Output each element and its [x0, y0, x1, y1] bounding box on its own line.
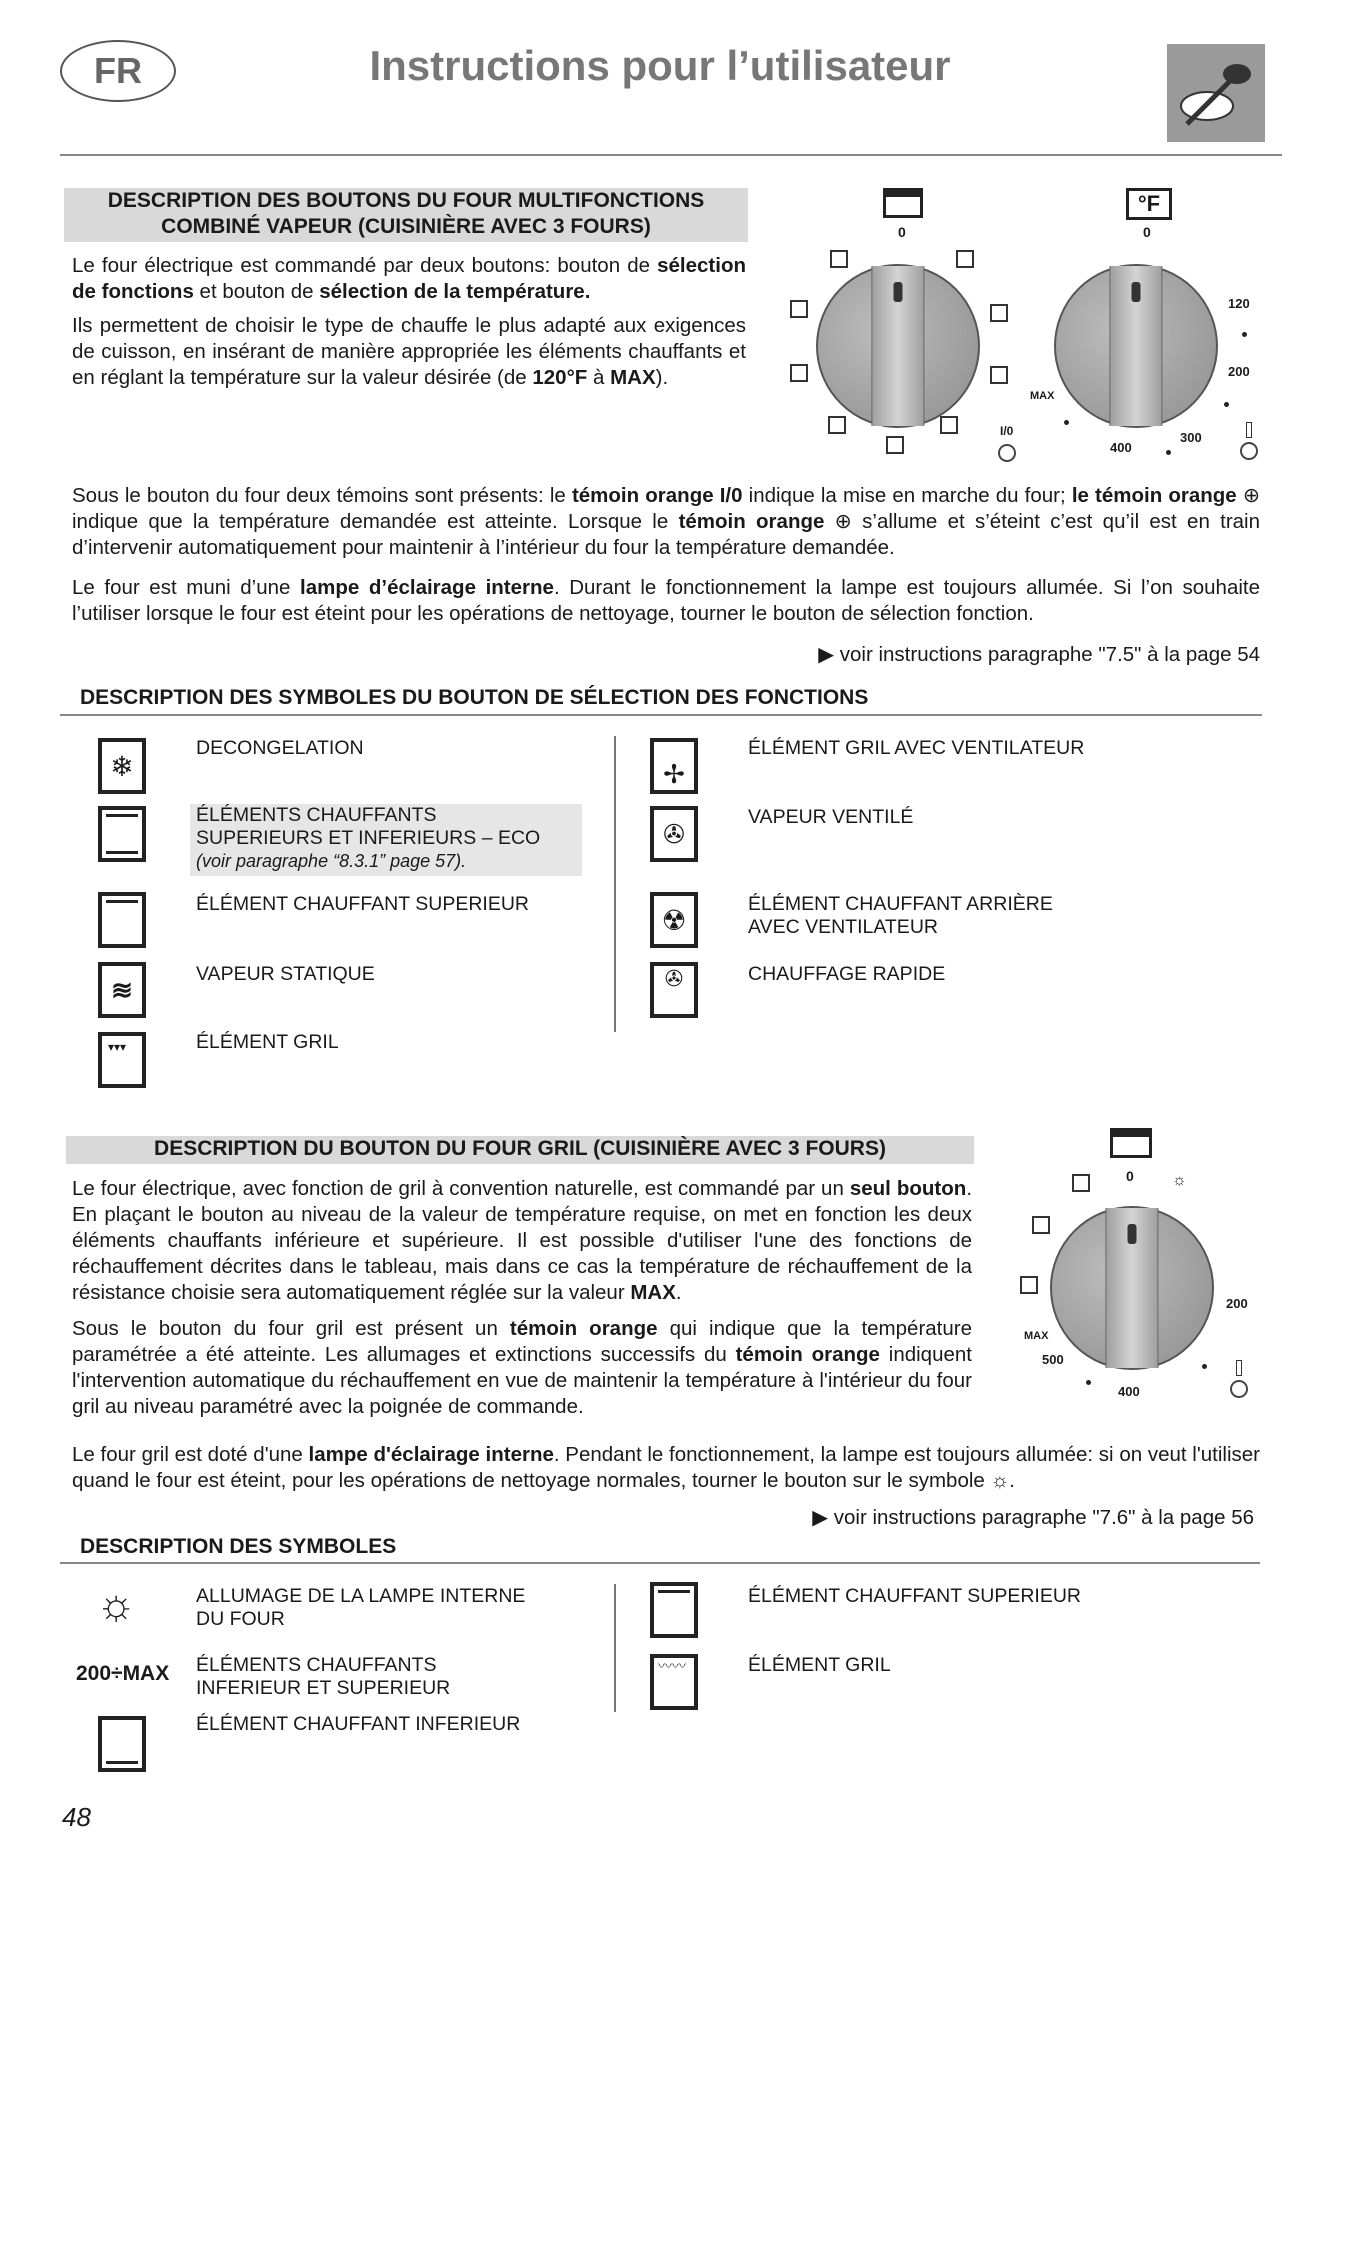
- grill-paragraph-2: Sous le bouton du four gril est présent un témoin orange qui indique que la température paramétrée a été atteinte. Les allumages et extinctions successifs du témoin orange indiquent l'intervention automatique du réchauffement en vue de maintenir la température à l'intérieur du four gril au niveau paramétré avec la poignée de commande.: [72, 1317, 972, 1418]
- tick-dot: [1224, 402, 1229, 407]
- section-title-function-symbols: DESCRIPTION DES SYMBOLES DU BOUTON DE SÉLECTION DES FONCTIONS: [80, 686, 869, 709]
- tick-dot: [1166, 450, 1171, 455]
- see-instructions-link-76[interactable]: ▶ voir instructions paragraphe "7.6" à la page 56: [812, 1506, 1254, 1529]
- language-badge: FR: [60, 40, 176, 102]
- intro-paragraph: Le four électrique est commandé par deux boutons: bouton de sélection de fonctions et bouton de sélection de la température.: [72, 254, 746, 303]
- temp-400-label: 400: [1110, 440, 1132, 455]
- top-element-mini-icon: [1032, 1216, 1050, 1234]
- defrost-mini-icon: [830, 250, 848, 268]
- rapid-heat-mini-icon: [828, 416, 846, 434]
- grill-max-label: MAX: [1024, 1330, 1049, 1342]
- knob-zero-label: 0: [898, 224, 906, 240]
- symbol-label: DECONGELATION: [196, 737, 364, 759]
- symbol-label: ÉLÉMENT GRIL: [196, 1031, 339, 1053]
- oven-icon: [1110, 1128, 1152, 1158]
- chef-spoon-icon: [1167, 44, 1265, 142]
- function-knob-diagram: [790, 188, 1060, 468]
- symbol-label-eco: ÉLÉMENTS CHAUFFANTS SUPERIEURS ET INFERIEURS – ECO (voir paragraphe “8.3.1” page 57).: [190, 804, 582, 876]
- page-number: 48: [62, 1802, 91, 1832]
- top-element-icon: [650, 1582, 698, 1638]
- io-label: I/0: [1000, 424, 1014, 438]
- fan-grill-icon: ✢: [650, 738, 698, 794]
- grill-indicator-lamp: [1230, 1380, 1248, 1398]
- symbol-label: ÉLÉMENT CHAUFFANT SUPERIEUR: [748, 1585, 1082, 1607]
- lamp-icon: ☼: [96, 1580, 137, 1629]
- tick-dot: [1086, 1380, 1091, 1385]
- grill-400-label: 400: [1118, 1384, 1140, 1399]
- fan-steam-mini-icon: [790, 364, 808, 382]
- symbol-label: VAPEUR VENTILÉ: [748, 806, 914, 828]
- lamp-paragraph: Le four est muni d’une lampe d’éclairage interne. Durant le fonctionnement la lampe est toujours allumée. Si l’on souhaite l’utiliser lorsque le four est éteint pour les opérations de nettoyage, tourner le bouton de sélection fonction.: [72, 576, 1260, 625]
- rear-fan-mini-icon: [790, 300, 808, 318]
- fan-steam-icon: ✇: [650, 806, 698, 862]
- static-steam-mini-icon: [940, 416, 958, 434]
- section-title-multifunction: DESCRIPTION DES BOUTONS DU FOUR MULTIFONCTIONS COMBINÉ VAPEUR (CUISINIÈRE AVEC 3 FOURS): [64, 188, 748, 242]
- symbol-label: ALLUMAGE DE LA LAMPE INTERNE DU FOUR: [196, 1585, 526, 1630]
- page-title: Instructions pour l’utilisateur: [369, 42, 951, 89]
- section-title-grill-oven: DESCRIPTION DU BOUTON DU FOUR GRIL (CUISINIÈRE AVEC 3 FOURS): [66, 1136, 974, 1164]
- temperature-range-label: 200÷MAX: [76, 1662, 170, 1685]
- grill-paragraph-1: Le four électrique, avec fonction de gril à convention naturelle, est commandé par un seul bouton. En plaçant le bouton au niveau de la valeur de température requise, on met en fonction les deux éléments chauffants inférieure et supérieure. Il est possible d'utiliser l'une des fonctions de réchauffement décrites dans le tableau, mais dans ce cas la température de réchauffement de la résistance choisie sera automatiquement réglée sur la valeur MAX.: [72, 1177, 973, 1304]
- indicator-paragraph: Sous le bouton du four deux témoins sont présents: le témoin orange I/0 indique la mise en marche du four; le témoin orange ⊕ indique que la température demandée est atteinte. Lorsque le témoin orange ⊕ s’allume et s’éteint c’est qu’il est en train d’intervenir automatiquement pour maintenir à l’intérieur du four la température demandée.: [72, 484, 1261, 559]
- bottom-element-mini-icon: [1020, 1276, 1038, 1294]
- temp-300-label: 300: [1180, 430, 1202, 445]
- rear-fan-element-icon: ☢: [650, 892, 698, 948]
- grill-knob-diagram: [1020, 1128, 1270, 1408]
- symbol-label: ÉLÉMENTS CHAUFFANTS INFERIEUR ET SUPERIEUR: [196, 1654, 451, 1699]
- grill-200-label: 200: [1226, 1296, 1248, 1311]
- temperature-knob-diagram: [1030, 188, 1280, 468]
- play-arrow-icon: ▶: [812, 1506, 834, 1529]
- symbol-label: ÉLÉMENT CHAUFFANT ARRIÈRE AVEC VENTILATEUR: [748, 893, 1053, 938]
- symbol-label: ÉLÉMENT CHAUFFANT SUPERIEUR: [196, 893, 530, 915]
- grill-lamp-paragraph: Le four gril est doté d'une lampe d'éclairage interne. Pendant le fonctionnement, la lampe est toujours allumée: si on veut l'utiliser quand le four est éteint, pour les opérations de nettoyage normales, tourner le bouton sur le symbole ☼.: [72, 1443, 1261, 1492]
- function-paragraph: Ils permettent de choisir le type de chauffe le plus adapté aux exigences de cuisson, en insérant de manière appropriée les éléments chauffants et en réglant la température sur la valeur désirée (de 120°F à MAX).: [72, 314, 746, 389]
- temp-120-label: 120: [1228, 296, 1250, 311]
- fan-grill-mini-icon: [956, 250, 974, 268]
- temp-200-label: 200: [1228, 364, 1250, 379]
- column-divider: [614, 736, 616, 1032]
- lamp-icon: ☼: [984, 1469, 1010, 1492]
- rapid-heat-icon: ✇: [650, 962, 698, 1018]
- lamp-mini-icon: ☼: [1172, 1172, 1187, 1189]
- thermometer-icon: [1236, 1360, 1242, 1376]
- symbol-label: ÉLÉMENT GRIL: [748, 1654, 891, 1676]
- column-divider: [614, 1584, 616, 1712]
- function-knob[interactable]: [816, 264, 980, 428]
- tick-dot: [1064, 420, 1069, 425]
- fahrenheit-label-box: °F: [1126, 188, 1172, 220]
- static-steam-icon: ≋: [98, 962, 146, 1018]
- section-rule: [60, 714, 1262, 716]
- thermometer-icon: ⊕: [1236, 484, 1260, 507]
- symbol-label: ÉLÉMENT CHAUFFANT INFERIEUR: [196, 1713, 521, 1735]
- eco-mini-icon: [990, 304, 1008, 322]
- section-rule: [60, 1562, 1260, 1564]
- oven-icon: [883, 188, 923, 218]
- tick-dot: [1242, 332, 1247, 337]
- io-indicator-lamp: [998, 444, 1016, 462]
- top-element-mini-icon: [990, 366, 1008, 384]
- bottom-element-icon: [98, 1716, 146, 1772]
- grill-zero-label: 0: [1126, 1168, 1134, 1184]
- temperature-knob[interactable]: [1054, 264, 1218, 428]
- defrost-icon: ❄: [98, 738, 146, 794]
- eco-top-bottom-icon: [98, 806, 146, 862]
- temperature-indicator-lamp: [1240, 442, 1258, 460]
- temp-max-label: MAX: [1030, 390, 1055, 402]
- grill-icon: ▾▾▾: [98, 1032, 146, 1088]
- grill-500-label: 500: [1042, 1352, 1064, 1367]
- grill-knob[interactable]: [1050, 1206, 1214, 1370]
- temp-zero-label: 0: [1143, 224, 1151, 240]
- play-arrow-icon: ▶: [818, 643, 840, 666]
- header-rule: [60, 154, 1282, 156]
- grill-mini-icon: [1072, 1174, 1090, 1192]
- tick-dot: [1202, 1364, 1207, 1369]
- see-instructions-link-75[interactable]: ▶ voir instructions paragraphe "7.5" à la page 54: [818, 643, 1260, 666]
- thermometer-icon: [1246, 422, 1252, 438]
- symbol-label: ÉLÉMENT GRIL AVEC VENTILATEUR: [748, 737, 1085, 759]
- thermometer-icon: ⊕: [824, 510, 852, 533]
- top-element-icon: [98, 892, 146, 948]
- grill-icon: 〰〰: [650, 1654, 698, 1710]
- symbol-label: CHAUFFAGE RAPIDE: [748, 963, 946, 985]
- symbol-label: VAPEUR STATIQUE: [196, 963, 375, 985]
- section-title-symbols: DESCRIPTION DES SYMBOLES: [80, 1535, 397, 1558]
- grill-mini-icon: [886, 436, 904, 454]
